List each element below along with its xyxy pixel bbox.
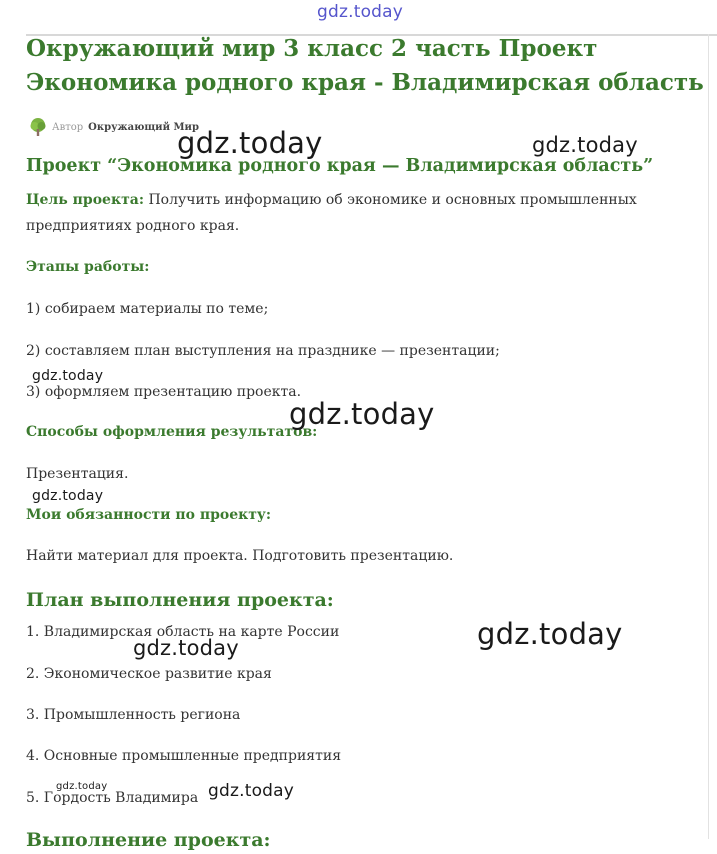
plan-heading: План выполнения проекта: (26, 589, 334, 611)
methods-label: Способы оформления результатов: (26, 424, 318, 440)
watermark: gdz.today (133, 636, 239, 660)
stage-item: 3) оформляем презентацию проекта. (26, 384, 302, 400)
author-byline (28, 117, 199, 137)
tree-icon (28, 117, 48, 137)
page-title-line-2: Экономика родного края - Владимирская область (26, 69, 704, 96)
author-label: Автор (52, 121, 84, 133)
watermark: gdz.today (532, 133, 638, 157)
goal-label: Цель проекта: (26, 192, 144, 208)
plan-item: 2. Экономическое развитие края (26, 666, 272, 682)
watermark: gdz.today (56, 781, 108, 792)
plan-item: 4. Основные промышленные предприятия (26, 748, 342, 764)
content-border (708, 34, 709, 839)
project-heading: Проект “Экономика родного края — Владимирская область” (26, 156, 654, 176)
stage-item: 1) собираем материалы по теме; (26, 301, 269, 317)
goal-text-line-1: Получить информацию об экономике и основных промышленных (144, 192, 637, 208)
stage-item: 2) составляем план выступления на празднике — презентации; (26, 343, 500, 359)
watermark: gdz.today (32, 368, 104, 384)
page-title-line-1: Окружающий мир 3 класс 2 часть Проект (26, 35, 598, 62)
watermark: gdz.today (32, 488, 104, 504)
goal-paragraph (26, 187, 637, 239)
duties-text: Найти материал для проекта. Подготовить презентацию. (26, 548, 454, 564)
author-name[interactable]: Окружающий Мир (88, 121, 199, 133)
watermark: gdz.today (477, 617, 623, 651)
methods-text: Презентация. (26, 466, 129, 482)
goal-text-line-2: предприятиях родного края. (26, 218, 240, 234)
watermark: gdz.today (289, 397, 435, 431)
duties-label: Мои обязанности по проекту: (26, 507, 272, 523)
watermark: gdz.today (208, 781, 295, 801)
page-title (26, 32, 706, 100)
stages-label: Этапы работы: (26, 259, 150, 275)
watermark: gdz.today (177, 126, 323, 160)
watermark-top: gdz.today (317, 2, 404, 22)
plan-item: 1. Владимирская область на карте России (26, 624, 340, 640)
execution-heading: Выполнение проекта: (26, 829, 271, 851)
plan-item: 5. Гордость Владимира (26, 790, 199, 806)
plan-item: 3. Промышленность региона (26, 707, 241, 723)
